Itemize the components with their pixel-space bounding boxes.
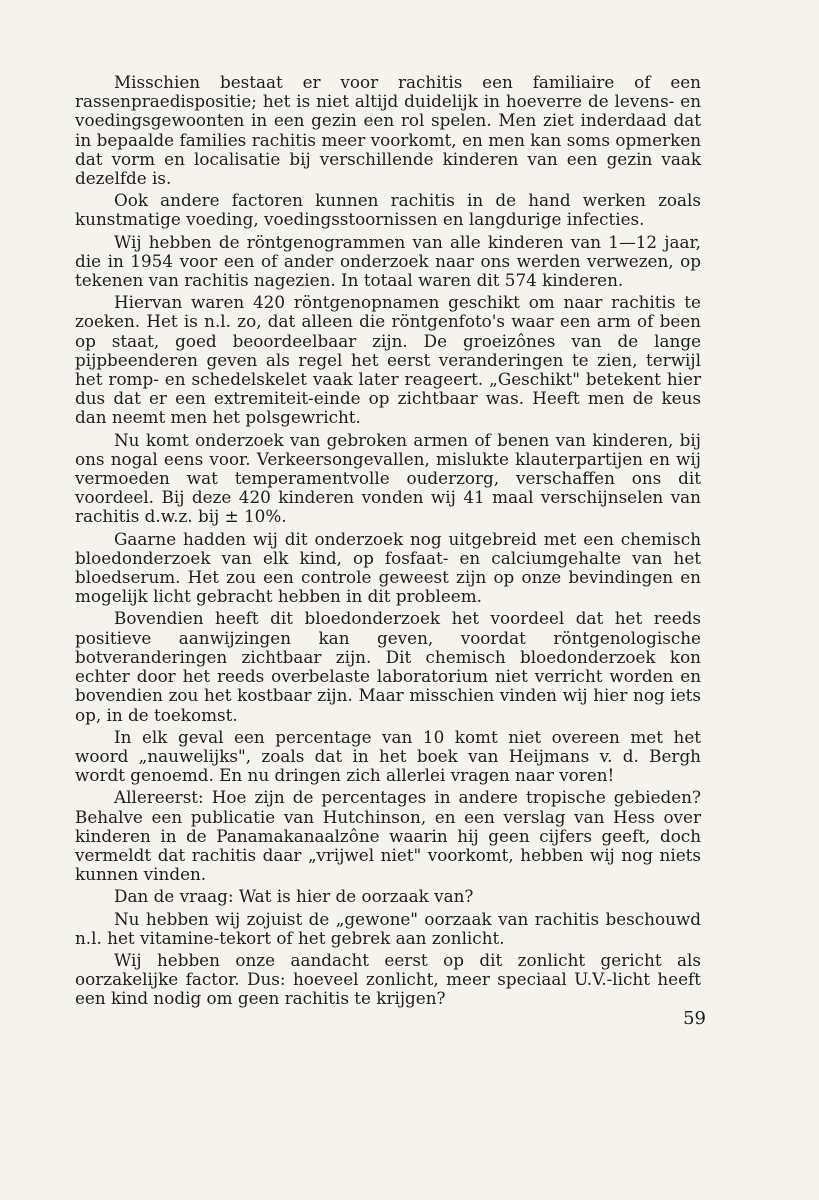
paragraph: Misschien bestaat er voor rachitis een familiaire of een rassenpraedispositie; het is niet altijd duidelijk in hoeverre de levens- en voedingsgewoonten in een gezin een rol spelen. Men ziet inderdaad dat in bepaalde families rachitis meer voorkomt, en men kan soms opmerken dat vorm en localisatie bij verschillende kinderen van een gezin vaak dezelfde is. — [75, 72, 701, 189]
paragraph: Allereerst: Hoe zijn de percentages in andere tropische gebieden? Behalve een publicatie van Hutchinson, en een verslag van Hess over kinderen in de Panamakanaalzône waarin hij geen cijfers geeft, doch vermeldt dat rachitis daar „vrijwel niet" voorkomt, hebben wij nog niets kunnen vinden. — [75, 787, 701, 885]
paragraph: Ook andere factoren kunnen rachitis in de hand werken zoals kunstmatige voeding, voedingsstoornissen en langdurige infecties. — [75, 190, 701, 230]
paragraph: Hiervan waren 420 röntgenopnamen geschikt om naar rachitis te zoeken. Het is n.l. zo, dat alleen die röntgenfoto's waar een arm of been op staat, goed beoordeelbaar zijn. De groeizônes van de lange pijpbeenderen geven als regel het eerst veranderingen te zien, terwijl het romp- en schedelskelet vaak later reageert. „Geschikt" betekent hier dus dat er een extremiteit-einde op zichtbaar was. Heeft men de keus dan neemt men het polsgewricht. — [75, 292, 701, 428]
paragraph: Wij hebben de röntgenogrammen van alle kinderen van 1—12 jaar, die in 1954 voor een of ander onderzoek naar ons werden verwezen, op tekenen van rachitis nagezien. In totaal waren dit 574 kinderen. — [75, 231, 701, 291]
body-text — [75, 73, 701, 1012]
paragraph: Gaarne hadden wij dit onderzoek nog uitgebreid met een chemisch bloedonderzoek van elk kind, op fosfaat- en calciumgehalte van het bloedserum. Het zou een controle geweest zijn op onze bevindingen en mogelijk licht gebracht hebben in dit probleem. — [75, 528, 701, 607]
paragraph: Dan de vraag: Wat is hier de oorzaak van? — [114, 886, 474, 907]
paragraph: In elk geval een percentage van 10 komt niet overeen met het woord „nauwelijks", zoals dat in het boek van Heijmans v. d. Bergh wordt genoemd. En nu dringen zich allerlei vragen naar voren! — [75, 726, 701, 786]
page-number: 59 — [683, 1008, 706, 1029]
paragraph: Wij hebben onze aandacht eerst op dit zonlicht gericht als oorzakelijke factor. Dus: hoeveel zonlicht, meer speciaal U.V.-licht heeft een kind nodig om geen rachitis te krijgen? — [75, 949, 701, 1009]
paragraph: Bovendien heeft dit bloedonderzoek het voordeel dat het reeds positieve aanwijzingen kan geven, voordat röntgenologische botveranderingen zichtbaar zijn. Dit chemisch bloedonderzoek kon echter door het reeds overbelaste laboratorium niet verricht worden en bovendien zou het kostbaar zijn. Maar misschien vinden wij hier nog iets op, in de toekomst. — [75, 608, 701, 725]
paragraph: Nu hebben wij zojuist de „gewone" oorzaak van rachitis beschouwd n.l. het vitamine-tekort of het gebrek aan zonlicht. — [75, 908, 701, 948]
paragraph: Nu komt onderzoek van gebroken armen of benen van kinderen, bij ons nogal eens voor. Verkeersongevallen, mislukte klauterpartijen en wij vermoeden wat temperamentvolle ouderzorg, verschaffen ons dit voordeel. Bij deze 420 kinderen vonden wij 41 maal verschijnselen van rachitis d.w.z. bij ± 10%. — [75, 429, 701, 527]
